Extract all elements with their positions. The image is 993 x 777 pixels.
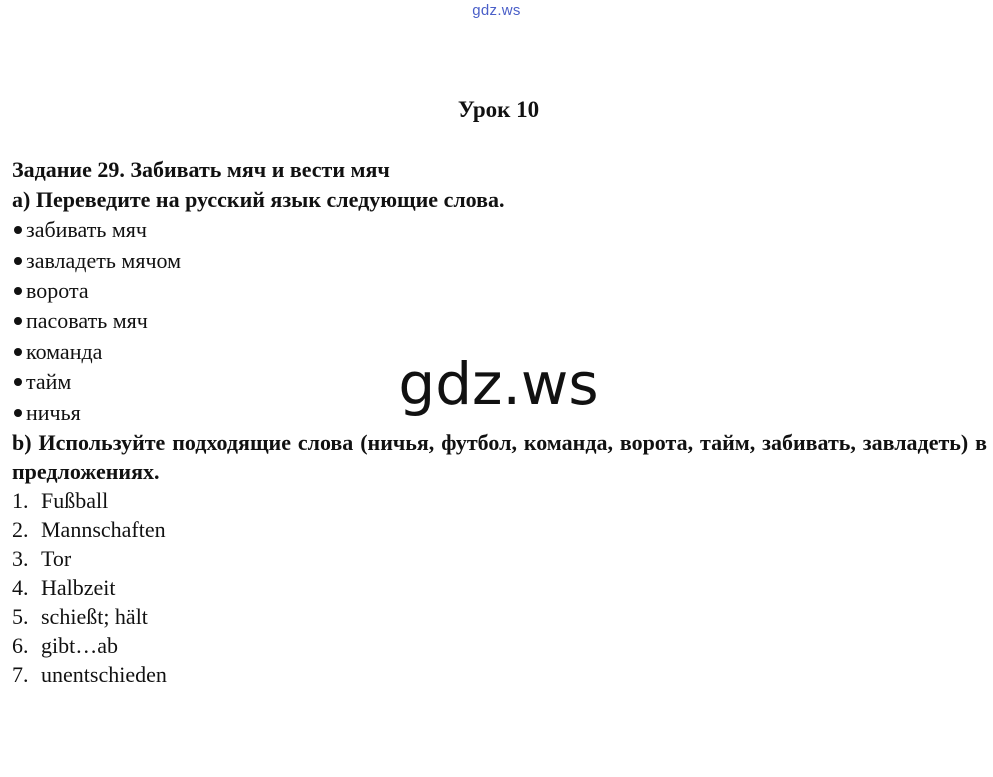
answer-number: 3. — [12, 545, 29, 571]
list-item-text: тайм — [26, 369, 72, 395]
list-item — [12, 276, 987, 306]
list-item — [12, 215, 987, 245]
list-item-text: ничья — [26, 399, 81, 425]
answer-item — [12, 631, 987, 660]
bullet-icon — [14, 317, 22, 325]
answer-item — [12, 544, 987, 573]
list-item — [12, 397, 987, 427]
list-item-text: команда — [26, 338, 103, 364]
bullet-icon — [14, 409, 22, 417]
answer-text: unentschieden — [41, 661, 167, 687]
bullet-icon — [14, 378, 22, 386]
list-item-text: завладеть мячом — [26, 247, 182, 273]
part-b-answer-list — [12, 486, 987, 689]
answer-text: Tor — [41, 545, 72, 571]
task-heading: Задание 29. Забивать мяч и вести мяч — [12, 157, 390, 182]
answer-text: Halbzeit — [41, 574, 116, 600]
bullet-icon — [14, 348, 22, 356]
answer-number: 2. — [12, 516, 29, 542]
list-item — [12, 245, 987, 275]
answer-text: Mannschaften — [41, 516, 166, 542]
answer-item — [12, 660, 987, 689]
list-item — [12, 367, 987, 397]
answer-number: 1. — [12, 487, 29, 513]
answer-number: 4. — [12, 574, 29, 600]
answer-text: Fußball — [41, 487, 109, 513]
answer-item — [12, 486, 987, 515]
part-b-heading: b) Используйте подходящие слова (ничья, футбол, команда, ворота, тайм, забивать, завладеть) в предложениях. — [12, 429, 987, 484]
answer-number: 7. — [12, 661, 29, 687]
bullet-icon — [14, 257, 22, 265]
document-body — [12, 155, 987, 689]
list-item-text: пасовать мяч — [26, 308, 148, 334]
part-a-heading: a) Переведите на русский язык следующие слова. — [12, 187, 505, 212]
bullet-icon — [14, 226, 22, 234]
lesson-title: Урок 10 — [457, 97, 540, 122]
list-item — [12, 337, 987, 367]
site-watermark-large: gdz.ws — [398, 350, 599, 418]
answer-item — [12, 573, 987, 602]
answer-item — [12, 602, 987, 631]
answer-text: schießt; hält — [41, 603, 148, 629]
answer-text: gibt…ab — [41, 632, 118, 658]
answer-number: 5. — [12, 603, 29, 629]
part-a-word-list — [12, 215, 987, 428]
answer-item — [12, 515, 987, 544]
list-item-text: забивать мяч — [26, 217, 147, 243]
list-item-text: ворота — [26, 277, 89, 303]
answer-number: 6. — [12, 632, 29, 658]
site-watermark-small: gdz.ws — [472, 2, 521, 19]
bullet-icon — [14, 287, 22, 295]
list-item — [12, 306, 987, 336]
